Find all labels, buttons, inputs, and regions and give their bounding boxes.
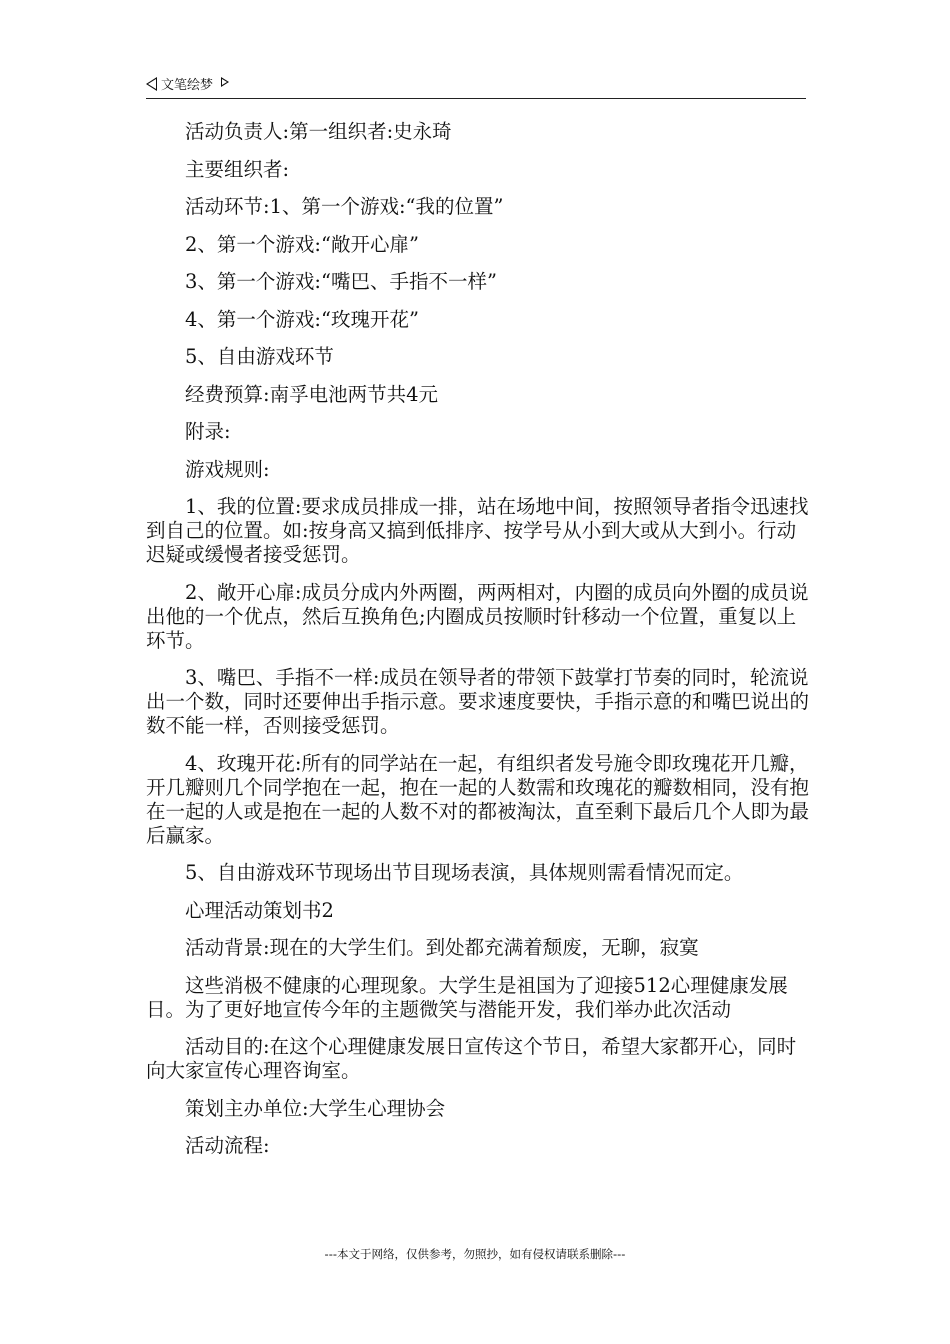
- paragraph: 活动环节:1、第一个游戏:“我的位置”: [185, 195, 504, 218]
- paragraph: 5、自由游戏环节现场出节目现场表演，具体规则需看情况而定。: [185, 861, 744, 884]
- paragraph: 这些消极不健康的心理现象。大学生是祖国为了迎接512心理健康发展日。为了更好地宣传今年的主题微笑与潜能开发，我们举办此次活动: [146, 973, 788, 1021]
- paragraph: 5、自由游戏环节: [185, 345, 334, 368]
- triangle-right-icon: [221, 77, 229, 87]
- paragraph: 活动目的:在这个心理健康发展日宣传这个节日，希望大家都开心，同时向大家宣传心理咨询室。: [146, 1035, 797, 1082]
- paragraph: 主要组织者:: [185, 157, 290, 181]
- paragraph: 附录:: [185, 420, 231, 443]
- paragraph: 4、玫瑰开花:所有的同学站在一起，有组织者发号施令即玫瑰花开几瓣，开几瓣则几个同学抱在一起，抱在一起的人数需和玫瑰花的瓣数相同，没有抱在一起的人或是抱在一起的人数不对的都被淘汰，直至剩下最后几个人即为最后赢家。: [146, 751, 810, 847]
- paragraph: 活动背景:现在的大学生们。到处都充满着颓废，无聊，寂寞: [185, 936, 699, 959]
- paragraph: 活动流程:: [185, 1134, 270, 1157]
- paragraph: 3、嘴巴、手指不一样:成员在领导者的带领下鼓掌打节奏的同时，轮流说出一个数，同时还要伸出手指示意。要求速度要快，手指示意的和嘴巴说出的数不能一样，否则接受惩罚。: [146, 666, 810, 737]
- paragraph: 策划主办单位:大学生心理协会: [185, 1096, 446, 1120]
- paragraph: 4、第一个游戏:“玫瑰开花”: [185, 307, 419, 331]
- paragraph: 2、第一个游戏:“敞开心扉”: [185, 232, 419, 256]
- paragraph: 2、敞开心扉:成员分成内外两圈，两两相对，内圈的成员向外圈的成员说出他的一个优点，然后互换角色;内圈成员按顺时针移动一个位置，重复以上环节。: [146, 580, 809, 652]
- document-body: [146, 120, 810, 1172]
- page-header: [146, 72, 806, 99]
- paragraph: 1、我的位置:要求成员排成一排，站在场地中间，按照领导者指令迅速找到自己的位置。如:按身高又搞到低排序、按学号从小到大或从大到小。行动迟疑或缓慢者接受惩罚。: [146, 495, 809, 566]
- page-footer: ---本文于网络，仅供参考，勿照抄，如有侵权请联系删除---: [324, 1247, 626, 1261]
- header-brand: [146, 74, 229, 93]
- paragraph: 活动负责人:第一组织者:史永琦: [185, 120, 452, 143]
- paragraph: 游戏规则:: [185, 457, 270, 481]
- section-title: 心理活动策划书2: [185, 898, 334, 922]
- paragraph: 经费预算:南孚电池两节共4元: [185, 382, 438, 406]
- triangle-left-icon: [146, 77, 157, 91]
- paragraph: 3、第一个游戏:“嘴巴、手指不一样”: [185, 270, 497, 293]
- brand-name: 文笔绘梦: [161, 78, 214, 93]
